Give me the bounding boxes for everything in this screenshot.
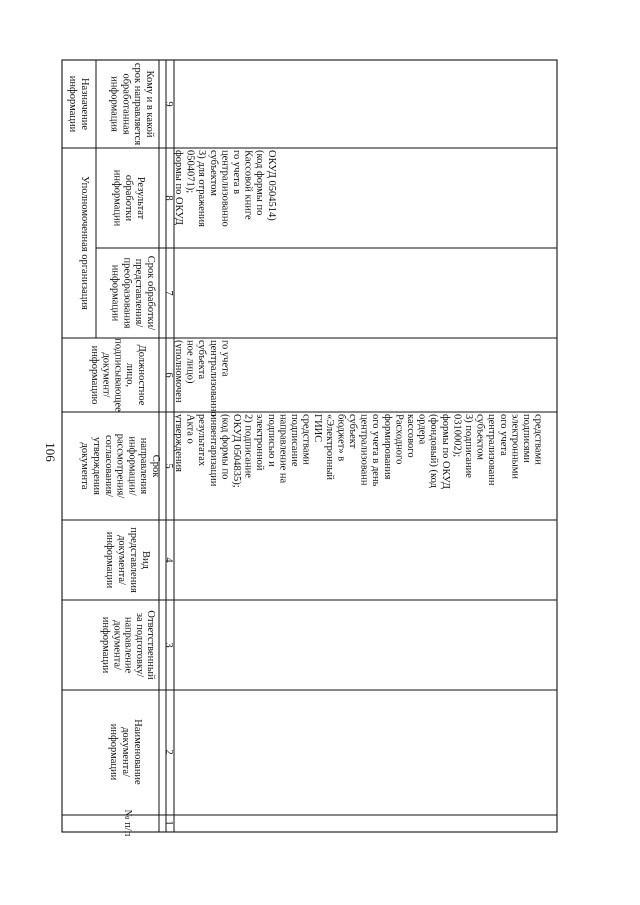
header-col5: согласования/ [102,435,114,497]
cell-col5-line: электронными [509,414,521,479]
column-number: 8 [163,195,174,201]
header-group_purpose: Назначение [79,77,90,131]
cell-col5-line: 3) подписание [463,414,474,478]
column-numbers [163,101,174,825]
header-col4: Вид [140,551,151,569]
header-col8: информации [111,169,123,227]
header-col5: рассмотрения/ [114,433,126,499]
cell-col5-line: ого учета [497,414,509,456]
cell-col9-line: го учета в [231,150,242,195]
header-col3: за подготовку/ [133,612,145,678]
cell-col5-line: (фондовый) (код [428,414,440,488]
cell-col6-line: субъекта [196,340,208,380]
header-col7: представления/ [133,258,145,328]
header-col8: Результат [135,176,146,220]
header-col5: направления [138,437,150,495]
cell-col5-line: подписью и [265,414,277,467]
header-col4: информации [104,531,115,589]
cell-col5-line: инвентаризации [207,414,219,487]
cell-col5-line: Расходного [393,414,405,465]
cell-col9-line: формы по ОКУД [173,150,184,225]
cell-col5-line: Акта о [184,414,196,444]
cell-col5-line: формы по ОКУД [439,414,451,489]
cell-col5-line: централизованн [486,414,498,486]
header-col2: информации [108,723,119,781]
header-col6: Должностное [136,344,147,406]
header-col9: информация [108,76,120,132]
cell-col6-line: централизованно [207,340,219,417]
header-col6: информацию [88,345,100,405]
header-group_org: Уполномоченная организация [79,176,90,310]
header-group_purpose: информации [67,75,78,133]
column-number: 4 [163,557,174,563]
header-col1: № п/п [122,809,133,837]
header-col6: документ/ [100,352,112,398]
cell-col9-line: субъектом [207,150,219,196]
header-col3: документа/ [111,620,123,670]
column-number: 5 [163,463,174,469]
cell-col6-line: ное лицо) [184,340,196,384]
header-col5: документа [79,442,91,490]
header-col7: преобразования [121,257,133,329]
cell-col9-line: Кассовой книге [242,150,254,220]
cell-col9-line: ОКУД 0504514) [265,150,277,221]
cell-col5-line: (код формы по [219,414,231,480]
cell-col5-line: ого учета в день [370,414,382,487]
cell-col5-line: централизованн [358,414,370,486]
cell-col5-line: бюджет» в [335,414,347,462]
cell-col6-line: (уполномочен [173,340,184,403]
header-col9: срок направляется [132,62,144,146]
cell-col5-line: кассового [405,414,416,458]
column-number: 9 [163,101,174,107]
header-col6: подписывающее [112,338,124,412]
header-col6: лицо, [124,362,136,388]
cell-col5-line: подписание [289,414,300,467]
cell-col5-line: формирования [381,414,393,480]
column-number: 7 [163,290,174,296]
cell-col5-line: средствами [300,414,312,465]
header-col8: обработки [123,174,135,222]
page-number: 106 [43,442,58,462]
table-header [67,63,161,837]
header-col7: информации [109,264,121,322]
cell-col5-line: субъектом [474,414,486,460]
header-col9: Кому и в какой [144,70,155,138]
cell-col5-line: подписями [521,414,532,463]
cell-col6-line: го учета [219,340,231,377]
header-col3: Ответственный [145,610,156,680]
cell-col5-line: 0310002); [451,414,463,458]
header-col2: Наименование [132,719,143,785]
cell-col5-line: ордера [416,414,428,445]
cell-col5-line: электронной [254,414,266,471]
header-col4: документа/ [116,535,127,585]
header-col2: документа/ [120,727,131,777]
column-number: 6 [163,372,174,378]
cell-col5-line: результатах [196,414,208,467]
header-col5: утверждения [91,437,102,495]
header-col3: информации [100,616,112,674]
header-col9: обработанная [120,73,132,135]
column-number: 2 [163,749,174,755]
header-col3: направление [122,616,134,674]
column-number: 3 [163,642,174,648]
cell-col5-line: ГИИС [312,414,324,443]
cell-col5-line: субъект [347,414,358,449]
column-number: 1 [163,820,174,826]
cell-col9-line: (код формы по [254,150,266,216]
cell-col5-line: средствами [532,414,544,465]
cell-col5-line: «Электронный [323,414,335,481]
header-col4: представления [128,527,139,593]
cell-col5-line: направление на [277,414,289,484]
cell-col9-line: 0504071); [184,150,196,194]
header-col7: Срок обработки/ [145,255,156,331]
cell-col5-line: ОКУД 0504835); [231,414,242,488]
cell-col9-line: 3) для отражения [196,150,208,227]
table-body [173,150,544,489]
header-col5: Срок [150,454,161,478]
cell-col5-line: 2) подписание [242,414,254,478]
cell-col5-line: утверждения [173,414,184,472]
cell-col9-line: централизованно [219,150,231,227]
header-col5: информации/ [126,436,138,496]
